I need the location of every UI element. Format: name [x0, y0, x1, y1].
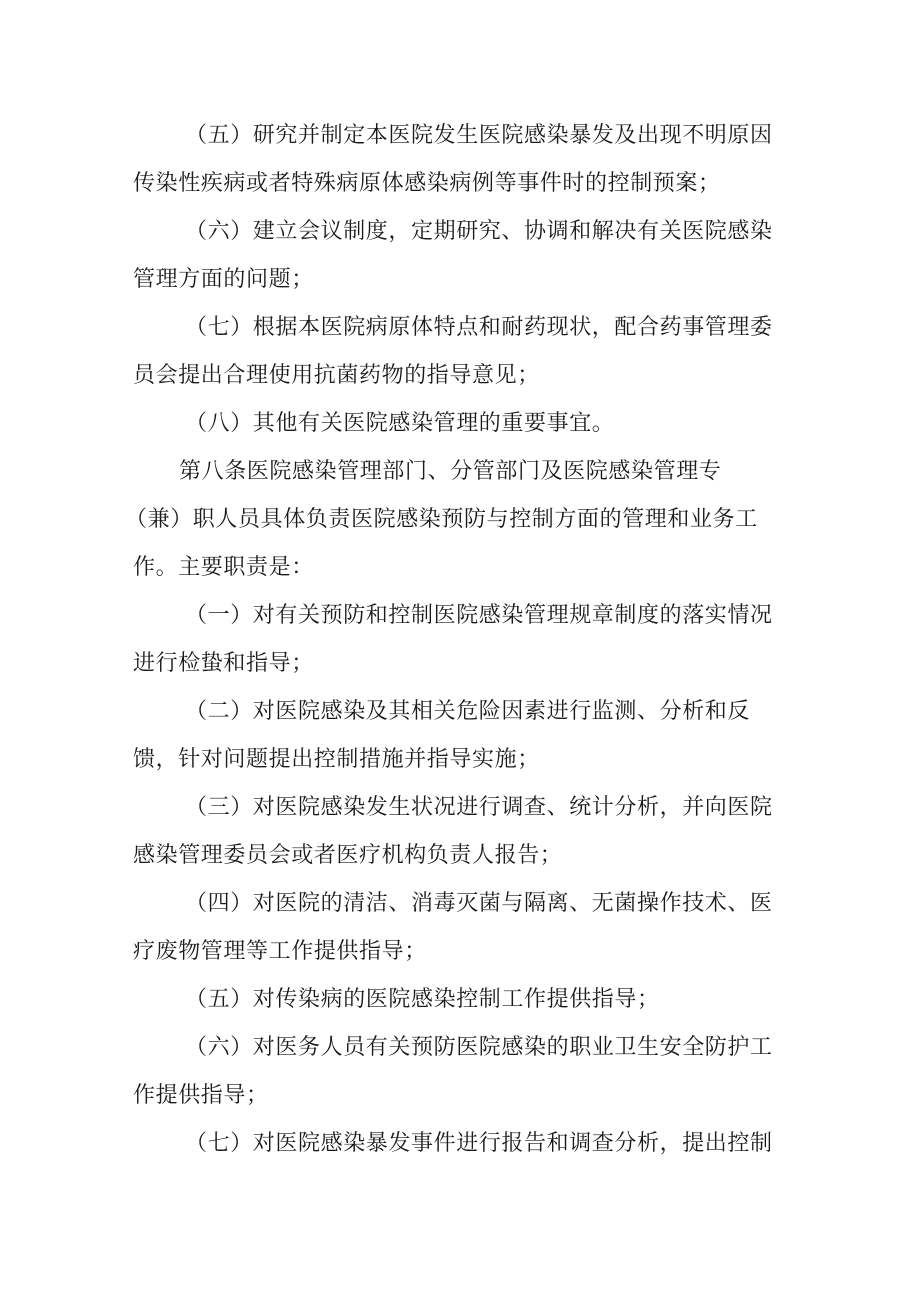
text-line: 疗废物管理等工作提供指导；: [133, 939, 427, 964]
text-line: 作提供指导；: [133, 1083, 269, 1108]
text-line: 进行检蛰和指导；: [133, 651, 314, 676]
text-line: （七）对医院感染暴发事件进行报告和调查分析，提出控制: [185, 1131, 773, 1156]
text-line: 传染性疾病或者特殊病原体感染病例等事件时的控制预案；: [133, 171, 721, 196]
text-line: （五）研究并制定本医院发生医院感染暴发及出现不明原因: [185, 123, 773, 148]
text-line: 作。主要职责是：: [133, 555, 314, 580]
text-line: （二）对医院感染及其相关危险因素进行监测、分析和反: [185, 699, 751, 724]
text-line: 第八条医院感染管理部门、分管部门及医院感染管理专: [179, 459, 722, 484]
text-line: （六）对医务人员有关预防医院感染的职业卫生安全防护工: [185, 1035, 773, 1060]
text-line: （一）对有关预防和控制医院感染管理规章制度的落实情况: [185, 603, 773, 628]
text-line: （兼）职人员具体负责医院感染预防与控制方面的管理和业务工: [125, 507, 758, 532]
text-line: （六）建立会议制度，定期研究、协调和解决有关医院感染: [185, 219, 773, 244]
text-line: 管理方面的问题；: [133, 267, 314, 292]
text-line: （七）根据本医院病原体特点和耐药现状，配合药事管理委: [185, 315, 773, 340]
text-line: 感染管理委员会或者医疗机构负责人报告；: [133, 843, 563, 868]
text-line: （三）对医院感染发生状况进行调查、统计分析，并向医院: [185, 795, 773, 820]
text-line: （八）其他有关医院感染管理的重要事宜。: [185, 411, 615, 436]
text-line: 员会提出合理使用抗菌药物的指导意见；: [133, 363, 540, 388]
text-line: （五）对传染病的医院感染控制工作提供指导；: [185, 987, 660, 1012]
text-line: （四）对医院的清洁、消毒灭菌与隔离、无菌操作技术、医: [185, 891, 773, 916]
text-line: 馈，针对问题提出控制措施并指导实施；: [133, 747, 540, 772]
